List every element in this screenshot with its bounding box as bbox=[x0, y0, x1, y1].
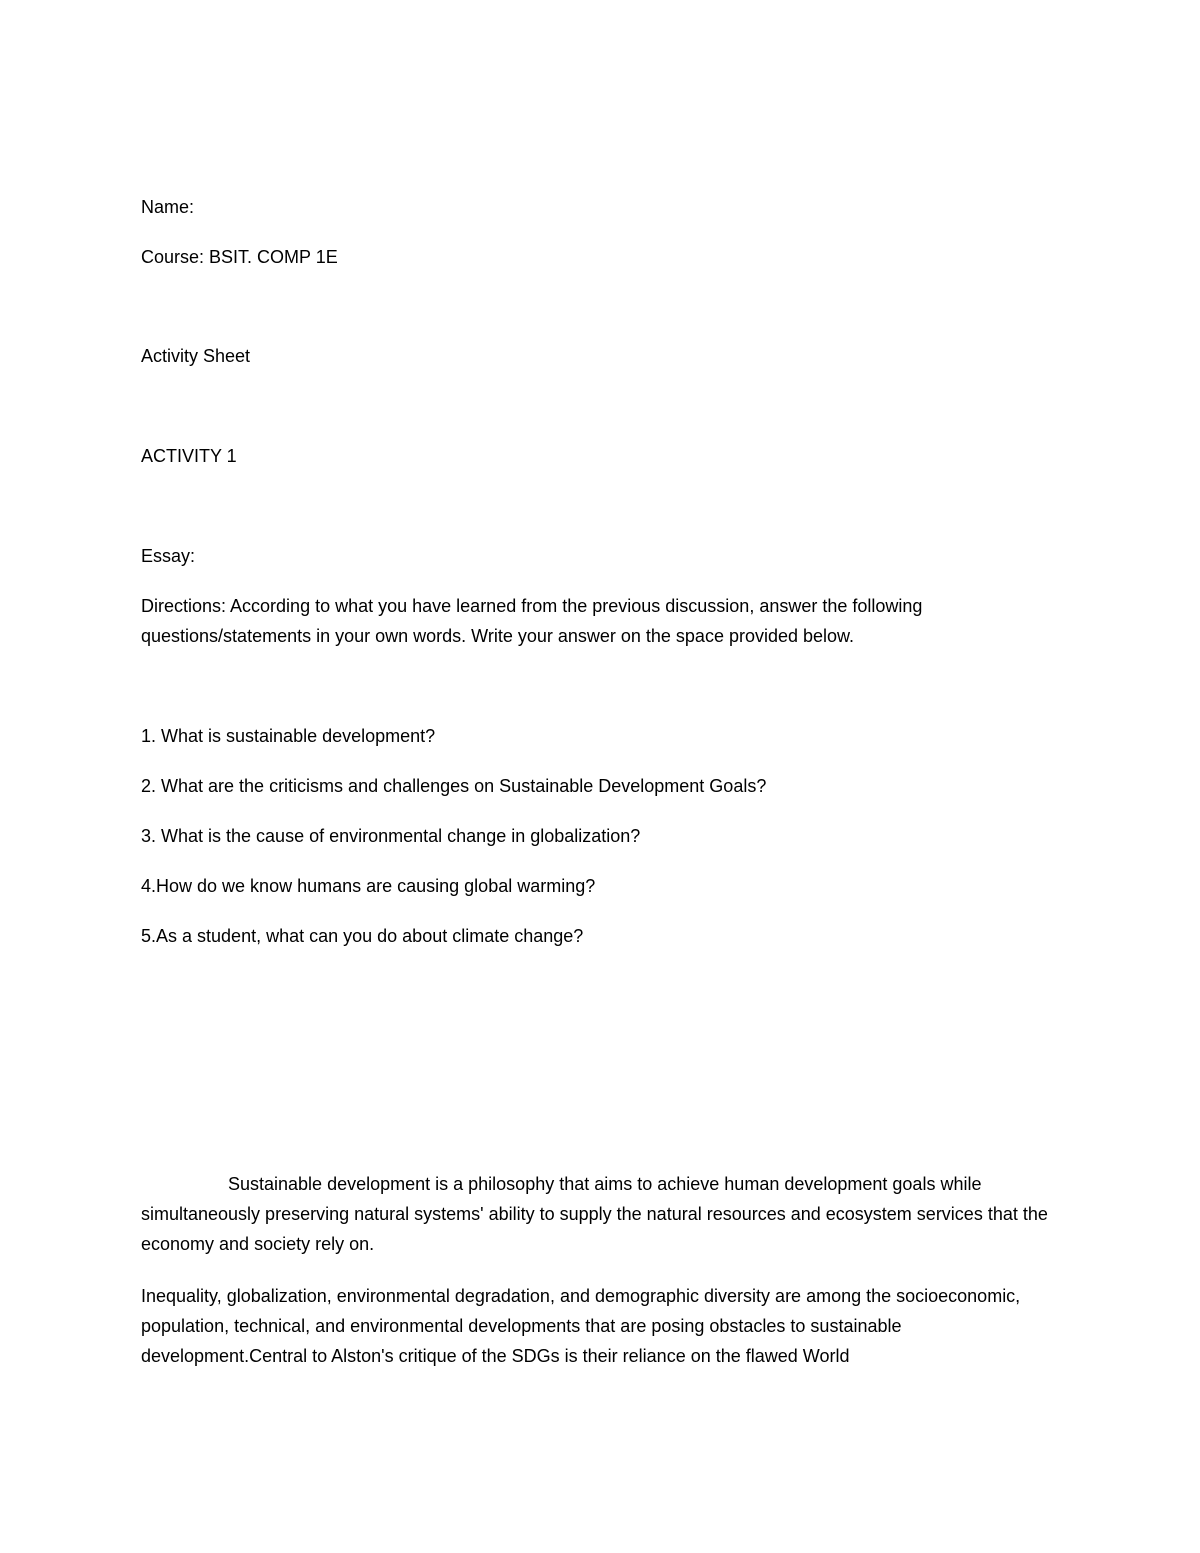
course-line: Course: BSIT. COMP 1E bbox=[141, 247, 338, 267]
question-item: 3. What is the cause of environmental change in globalization? bbox=[141, 826, 641, 846]
answer-paragraph: Inequality, globalization, environmental degradation, and demographic diversity are among the socioeconomic, population, technical, and environmental developments that are posing obstacles to sustainable development.Central to Alston's critique of the SDGs is their reliance on the flawed World bbox=[141, 1286, 1021, 1366]
directions-text: Directions: According to what you have learned from the previous discussion, answer the following questions/statements in your own words. Write your answer on the space provided below. bbox=[141, 596, 923, 646]
name-label: Name: bbox=[141, 197, 195, 217]
question-item: 1. What is sustainable development? bbox=[141, 726, 436, 746]
document-title: Activity Sheet bbox=[141, 346, 251, 366]
question-item: 2. What are the criticisms and challenges on Sustainable Development Goals? bbox=[141, 776, 767, 796]
activity-heading: ACTIVITY 1 bbox=[141, 446, 237, 466]
question-item: 4.How do we know humans are causing global warming? bbox=[141, 876, 596, 896]
question-item: 5.As a student, what can you do about climate change? bbox=[141, 926, 584, 946]
answer-paragraph: Sustainable development is a philosophy that aims to achieve human development goals while simultaneously preserving natural systems' ability to supply the natural resources and ecosystem services that the economy and society rely on. bbox=[141, 1174, 1048, 1254]
essay-label: Essay: bbox=[141, 546, 196, 566]
